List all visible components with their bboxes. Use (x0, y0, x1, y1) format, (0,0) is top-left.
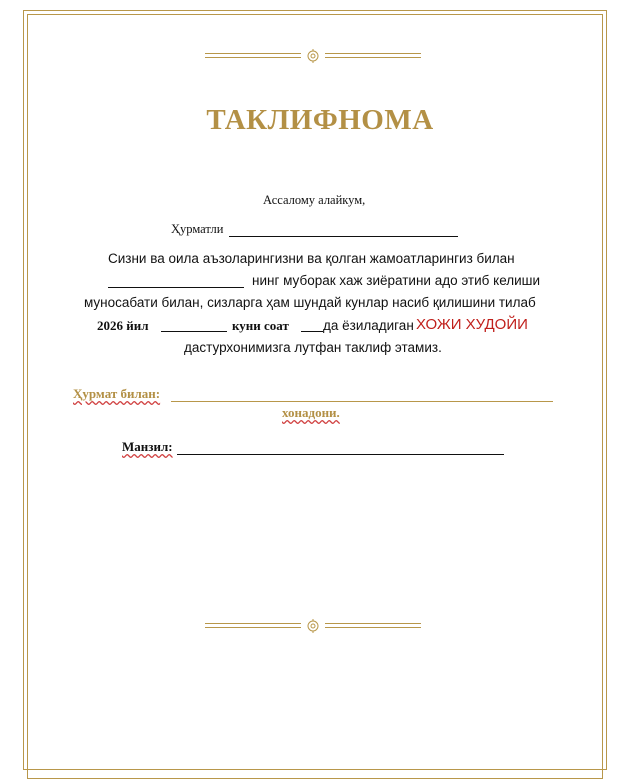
held-text: да ёзиладиган (323, 318, 414, 333)
bottom-ornament (205, 619, 421, 633)
address-line[interactable] (177, 454, 504, 455)
event-name: ХОЖИ ХУДОЙИ (416, 316, 528, 333)
greeting: Ассалому алайкум, (263, 193, 366, 207)
invitation-line-3: муносабати билан, сизларга ҳам шундай кунлар насиб қилишини тилаб (84, 295, 536, 310)
flourish-icon (305, 49, 321, 63)
top-ornament (205, 49, 421, 63)
regards-label: Ҳурмат билан: (73, 386, 161, 401)
invitation-line-2: нинг муборак хаж зиёратини адо этиб келиши (252, 273, 541, 288)
household-label: хонадони. (282, 405, 340, 420)
respected-label: Ҳурматли (171, 222, 224, 236)
sender-name-line[interactable] (171, 401, 553, 402)
address-label: Манзил: (122, 439, 173, 454)
date-line[interactable] (161, 331, 227, 332)
event-year: 2026 йил (97, 318, 149, 333)
hajji-name-line[interactable] (108, 287, 244, 288)
day-time-label: куни соат (232, 318, 289, 333)
recipient-name-line[interactable] (229, 236, 458, 237)
time-line[interactable] (301, 331, 323, 332)
flourish-icon (305, 619, 321, 633)
invitation-line-1: Сизни ва оила аъзоларингизни ва қолган жамоатларингиз билан (108, 251, 515, 266)
invitation-line-5: дастурхонимизга лутфан таклиф этамиз. (184, 340, 442, 355)
document-title: ТАКЛИФНОМА (206, 104, 434, 136)
